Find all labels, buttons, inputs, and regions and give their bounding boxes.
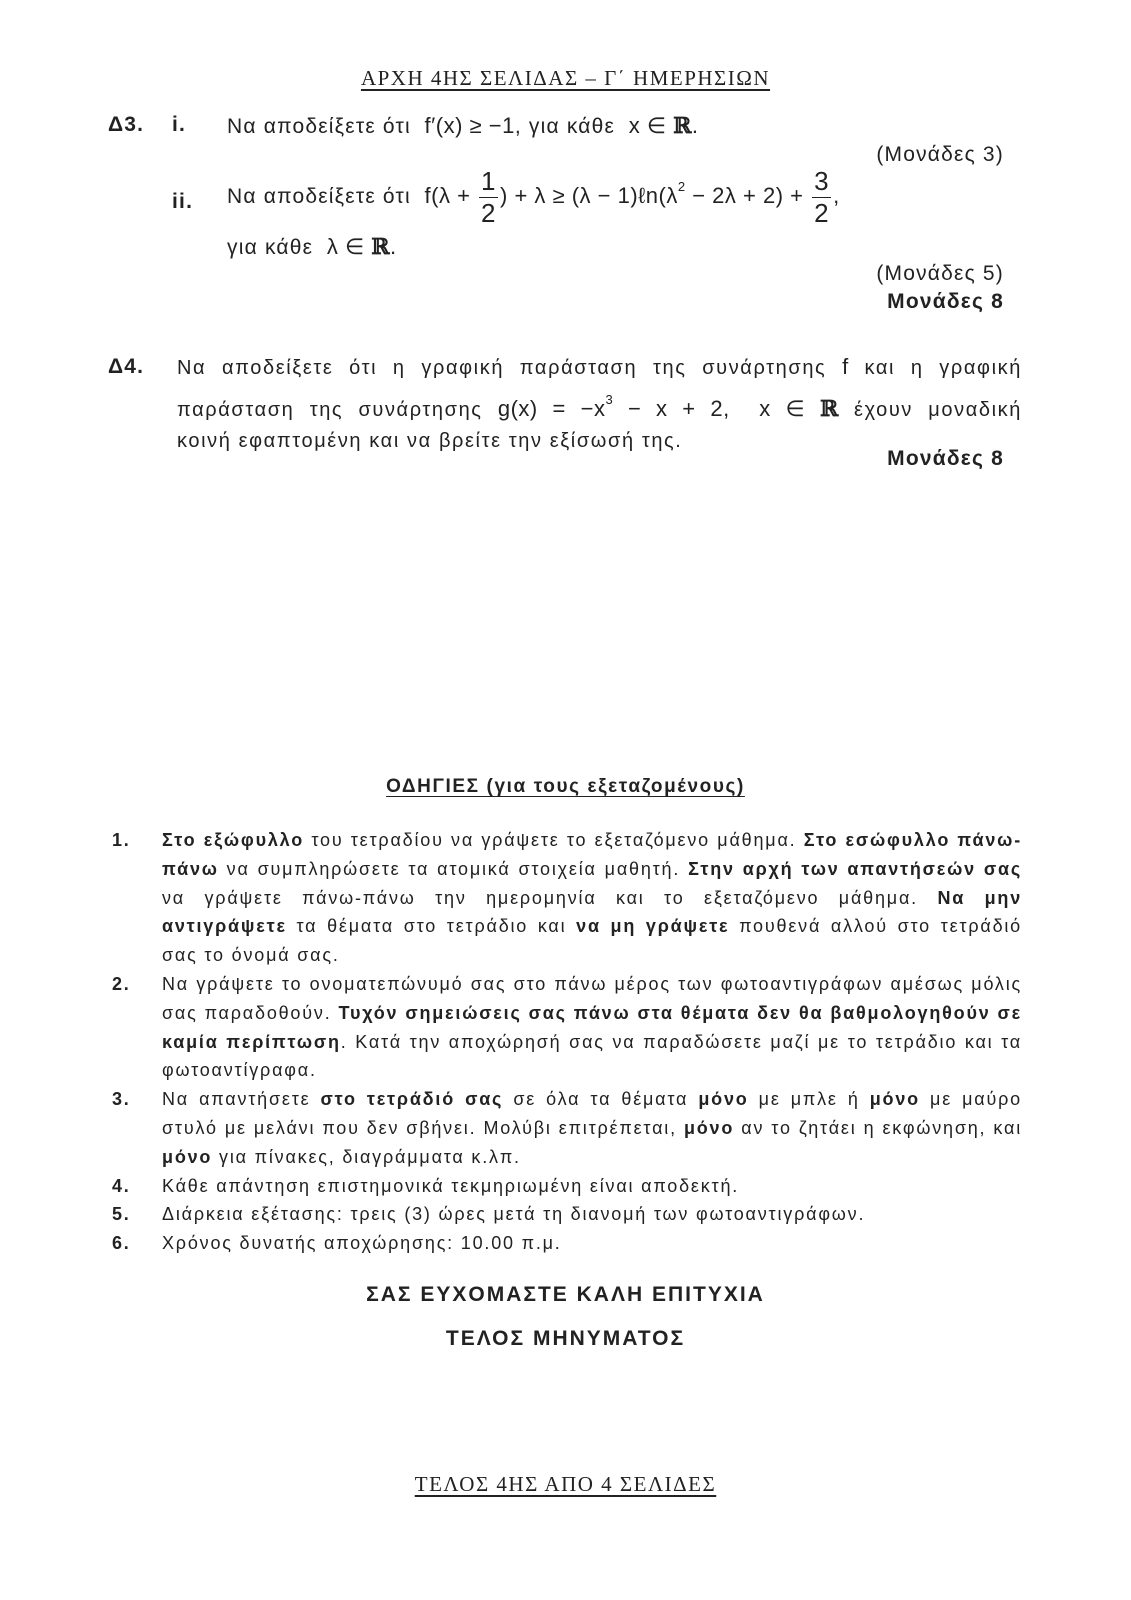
emphasis: στο τετράδιό σας — [320, 1089, 504, 1110]
d3-i-units: (Μονάδες 3) — [876, 143, 1004, 166]
text: Να γράψετε το ονοματεπώνυμό σας στο πάνω μέρος των φωτοαντιγράφων αμέσως μόλις σας παραδοθούν. — [162, 973, 1022, 1023]
instruction-number: 5. — [112, 1204, 131, 1225]
text: Να απαντήσετε — [162, 1089, 321, 1110]
d4-line-3: κοινή εφαπτομένη και να βρείτε την εξίσωσή της. — [177, 430, 683, 452]
text: με μαύρο στυλό με μελάνι που δεν σβήνει. Μολύβι επιτρέπεται, — [162, 1089, 1022, 1138]
instruction-item-1 — [112, 826, 1022, 970]
d3-i-intro: Να αποδείξετε ότι — [227, 115, 411, 138]
emphasis: μόνο — [683, 1117, 735, 1138]
text: Διάρκεια εξέτασης: τρεις (3) ώρες μετά τη διανομή των φωτοαντιγράφων. — [162, 1204, 866, 1225]
text: τα θέματα στο τετράδιο και — [286, 916, 577, 937]
d3-ii-cont — [227, 234, 397, 260]
instructions-list — [112, 826, 1022, 1258]
emphasis: Τυχόν σημειώσεις σας πάνω στα θέματα δεν θα βαθμολογηθούν σε καμία περίπτωση — [162, 1002, 1022, 1052]
instruction-number: 2. — [112, 973, 131, 994]
text: να γράψετε πάνω-πάνω την ημερομηνία και το εξεταζόμενο μάθημα. — [162, 887, 938, 908]
d3-ii-text — [227, 168, 840, 226]
closing-end: ΤΕΛΟΣ ΜΗΝΥΜΑΤΟΣ — [445, 1327, 686, 1350]
instruction-item-3 — [112, 1085, 1022, 1171]
d4-line-2 — [177, 384, 1022, 426]
emphasis: Στο εξώφυλλο — [162, 830, 305, 850]
text: Χρόνος δυνατής αποχώρησης: 10.00 π.μ. — [162, 1233, 562, 1254]
d4-f-symbol: f — [842, 354, 849, 379]
text: πουθενά αλλού στο τετράδιό σας το όνομά σας. — [162, 916, 1022, 966]
d3-ii-formula: f(λ + $\frac{1}{2}$ ) + $\lambda \ge (\lambda - 1)\ell n(\lambda^2 - 2\lambda + 2)$ + $\frac{3}{2}$ , — [417, 166, 840, 228]
closing-wish: ΣΑΣ ΕΥΧΟΜΑΣΤΕ ΚΑΛΗ ΕΠΙΤΥΧΙΑ — [366, 1283, 765, 1306]
d4-line-1a: Να αποδείξετε ότι η γραφική παράσταση της συνάρτησης — [177, 357, 827, 379]
text: με μπλε ή — [748, 1089, 870, 1110]
text: σε όλα τα θέματα — [503, 1089, 699, 1110]
instruction-number: 1. — [112, 830, 131, 850]
question-label-d3: Δ3. — [108, 113, 145, 136]
d3-total-units: Μονάδες 8 — [887, 290, 1004, 313]
instruction-number: 6. — [112, 1233, 131, 1254]
d3-i-text — [227, 113, 699, 139]
emphasis: μόνο — [698, 1089, 749, 1110]
d3-ii-units: (Μονάδες 5) — [876, 262, 1004, 285]
instruction-number: 4. — [112, 1175, 131, 1196]
instruction-item-5 — [112, 1200, 1022, 1229]
text: . Κατά την αποχώρησή σας να παραδώσετε μαζί με το τετράδιο και τα φωτοαντίγραφα. — [162, 1031, 1022, 1081]
instruction-item-4 — [112, 1172, 1022, 1201]
text: για πίνακες, διαγράμματα κ.λπ. — [212, 1146, 521, 1167]
subquestion-label-i: i. — [172, 113, 187, 136]
d4-line-2a: παράσταση της συνάρτησης — [177, 399, 483, 421]
d4-g-formula: $g(x) = -x^3 - x + 2$, x ∈ ℝ — [497, 392, 839, 422]
emphasis: Στην αρχή των απαντήσεών σας — [688, 858, 1022, 879]
d3-ii-cont-text: για κάθε — [227, 236, 314, 259]
text: να συμπληρώσετε τα ατομικά στοιχεία μαθητή. — [218, 858, 689, 879]
d3-ii-domain: λ ∈ ℝ. — [320, 234, 397, 260]
emphasis: μόνο — [869, 1089, 920, 1110]
instruction-item-6 — [112, 1229, 1022, 1258]
page-footer: ΤΕΛΟΣ 4ΗΣ ΑΠΟ 4 ΣΕΛΙΔΕΣ — [414, 1472, 717, 1496]
emphasis: μόνο — [162, 1146, 213, 1167]
question-label-d4: Δ4. — [108, 355, 145, 378]
d3-ii-intro: Να αποδείξετε ότι — [227, 185, 411, 208]
text: του τετραδίου να γράψετε το εξεταζόμενο μάθημα. — [304, 830, 804, 850]
emphasis: να μη γράψετε — [576, 916, 730, 937]
instructions-title: ΟΔΗΓΙΕΣ (για τους εξεταζομένους) — [386, 776, 745, 797]
emphasis: Στο εσώφυλλο πάνω-πάνω — [162, 830, 1022, 879]
text: αν το ζητάει η εκφώνηση, και — [734, 1117, 1022, 1138]
d4-line-2b: έχουν μοναδική — [854, 399, 1022, 421]
d4-total-units: Μονάδες 8 — [887, 447, 1004, 470]
subquestion-label-ii: ii. — [172, 190, 194, 213]
instruction-number: 3. — [112, 1089, 131, 1110]
d3-i-domain: x ∈ ℝ. — [622, 113, 699, 139]
d4-line-1b: και η γραφική — [864, 357, 1022, 379]
d4-line-1 — [177, 351, 1022, 384]
text: Κάθε απάντηση επιστημονικά τεκμηριωμένη είναι αποδεκτή. — [162, 1175, 740, 1196]
d3-i-tail: , για κάθε — [514, 115, 616, 138]
instruction-item-2 — [112, 970, 1022, 1085]
d4-text — [177, 351, 1022, 457]
emphasis: Να μην αντιγράψετε — [162, 887, 1023, 937]
d3-i-formula: f′(x) ≥ −1 — [417, 113, 515, 138]
page-header: ΑΡΧΗ 4ΗΣ ΣΕΛΙΔΑΣ – Γ΄ ΗΜΕΡΗΣΙΩΝ — [360, 66, 771, 90]
